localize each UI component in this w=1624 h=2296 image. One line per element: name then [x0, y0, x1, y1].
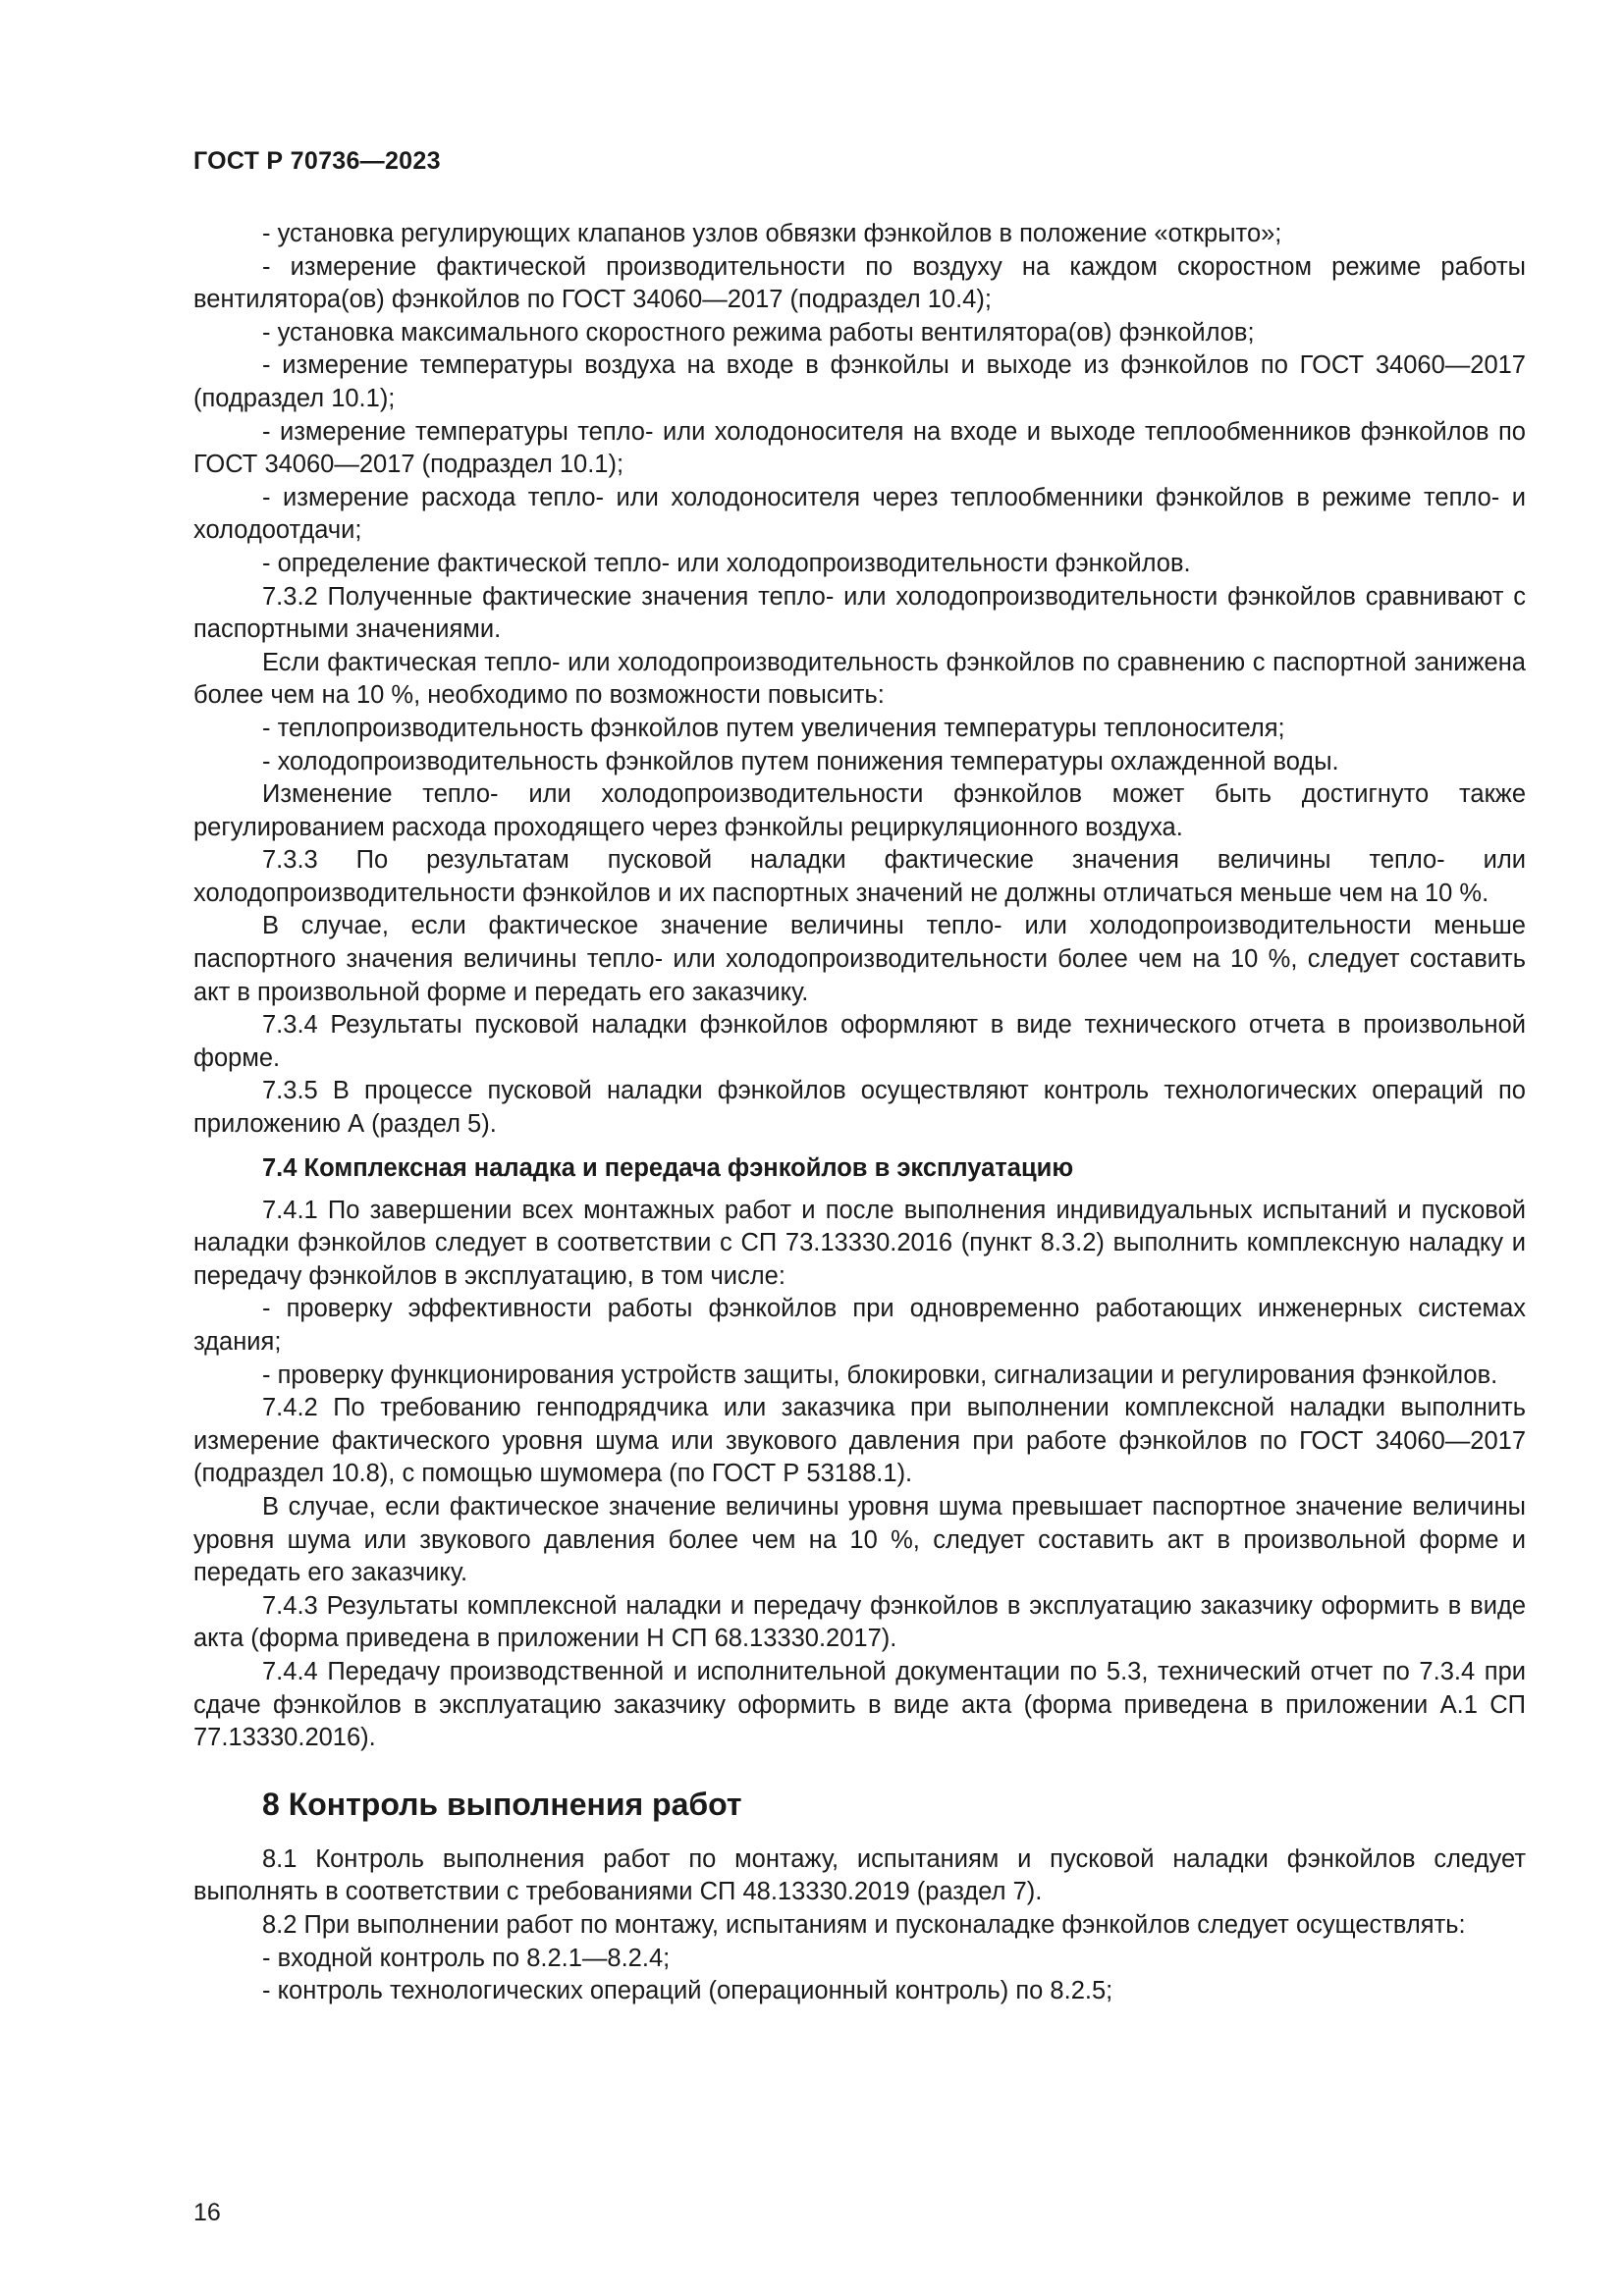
list-item: - установка максимального скоростного режима работы вентилятора(ов) фэнкойлов; [262, 318, 1255, 347]
page-number: 16 [193, 2199, 221, 2226]
list-item: - измерение расхода тепло- или холодоносителя через теплообменники фэнкойлов в режиме тепло- и холодоотдачи; [193, 483, 1526, 545]
section-heading-8: 8 Контроль выполнения работ [262, 1786, 742, 1822]
list-item: - измерение температуры воздуха на входе в фэнкойлы и выходе из фэнкойлов по ГОСТ 34060—2017 (подраздел 10.1); [193, 351, 1526, 412]
paragraph: Изменение тепло- или холодопроизводительности фэнкойлов может быть достигнуто также регулированием расхода проходящего через фэнкойлы рециркуляционного воздуха. [193, 780, 1526, 841]
list-item: - проверку функционирования устройств защиты, блокировки, сигнализации и регулирования фэнкойлов. [262, 1361, 1498, 1389]
page-body [193, 218, 1526, 2008]
clause-8-2: 8.2 При выполнении работ по монтажу, испытаниям и пусконаладке фэнкойлов следует осуществлять: [262, 1910, 1466, 1939]
clause-8-1: 8.1 Контроль выполнения работ по монтажу, испытаниям и пусковой наладки фэнкойлов следует выполнять в соответствии с требованиями СП 48.13330.2019 (раздел 7). [193, 1844, 1526, 1906]
clause-7-4-4: 7.4.4 Передачу производственной и исполнительной документации по 5.3, технический отчет по 7.3.4 при сдаче фэнкойлов в эксплуатацию заказчику оформить в виде акта (форма приведена в приложении А.1 СП 77.13330.2016). [193, 1657, 1526, 1752]
clause-7-3-2: 7.3.2 Полученные фактические значения тепло- или холодопроизводительности фэнкойлов сравнивают с паспортными значениями. [193, 582, 1526, 644]
paragraph: Если фактическая тепло- или холодопроизводительность фэнкойлов по сравнению с паспортной занижена более чем на 10 %, необходимо по возможности повысить: [193, 648, 1526, 710]
list-item: - определение фактической тепло- или холодопроизводительности фэнкойлов. [262, 549, 1191, 577]
list-item: - измерение температуры тепло- или холодоносителя на входе и выходе теплообменников фэнкойлов по ГОСТ 34060—2017 (подраздел 10.1); [193, 417, 1526, 479]
list-item: - холодопроизводительность фэнкойлов путем понижения температуры охлажденной воды. [262, 747, 1339, 775]
list-item: - теплопроизводительность фэнкойлов путем увеличения температуры теплоносителя; [262, 714, 1285, 742]
paragraph: В случае, если фактическое значение величины тепло- или холодопроизводительности меньше паспортного значения величины тепло- или холодопроизводительности более чем на 10 %, следует составить акт в произвольной форме и передать его заказчику. [193, 912, 1526, 1006]
list-item: - контроль технологических операций (операционный контроль) по 8.2.5; [262, 1977, 1113, 2005]
clause-7-3-3: 7.3.3 По результатам пусковой наладки фактические значения величины тепло- или холодопроизводительности фэнкойлов и их паспортных значений не должны отличаться меньше чем на 10 %. [193, 846, 1526, 907]
list-item: - входной контроль по 8.2.1—8.2.4; [262, 1944, 671, 1972]
clause-7-4-3: 7.4.3 Результаты комплексной наладки и передачу фэнкойлов в эксплуатацию заказчику оформить в виде акта (форма приведена в приложении Н СП 68.13330.2017). [193, 1591, 1526, 1653]
list-item: - проверку эффективности работы фэнкойлов при одновременно работающих инженерных системах здания; [193, 1295, 1526, 1356]
clause-7-3-5: 7.3.5 В процессе пусковой наладки фэнкойлов осуществляют контроль технологических операций по приложению А (раздел 5). [193, 1077, 1526, 1139]
clause-7-4-1: 7.4.1 По завершении всех монтажных работ и после выполнения индивидуальных испытаний и пусковой наладки фэнкойлов следует в соответствии с СП 73.13330.2016 (пункт 8.3.2) выполнить комплексную наладку и передачу фэнкойлов в эксплуатацию, в том числе: [193, 1196, 1526, 1290]
list-item: - установка регулирующих клапанов узлов обвязки фэнкойлов в положение «открыто»; [262, 220, 1282, 247]
document-header: ГОСТ Р 70736—2023 [193, 147, 441, 175]
clause-7-4-2: 7.4.2 По требованию генподрядчика или заказчика при выполнении комплексной наладки выполнить измерение фактического уровня шума или звукового давления при работе фэнкойлов по ГОСТ 34060—2017 (подраздел 10.8), с помощью шумомера (по ГОСТ Р 53188.1). [193, 1394, 1526, 1488]
list-item: - измерение фактической производительности по воздуху на каждом скоростном режиме работы вентилятора(ов) фэнкойлов по ГОСТ 34060—2017 (подраздел 10.4); [193, 252, 1526, 314]
subsection-heading-7-4: 7.4 Комплексная наладка и передача фэнкойлов в эксплуатацию [262, 1153, 1074, 1182]
paragraph: В случае, если фактическое значение величины уровня шума превышает паспортное значение величины уровня шума или звукового давления более чем на 10 %, следует составить акт в произвольной форме и передать его заказчику. [193, 1492, 1526, 1587]
clause-7-3-4: 7.3.4 Результаты пусковой наладки фэнкойлов оформляют в виде технического отчета в произвольной форме. [193, 1011, 1526, 1072]
